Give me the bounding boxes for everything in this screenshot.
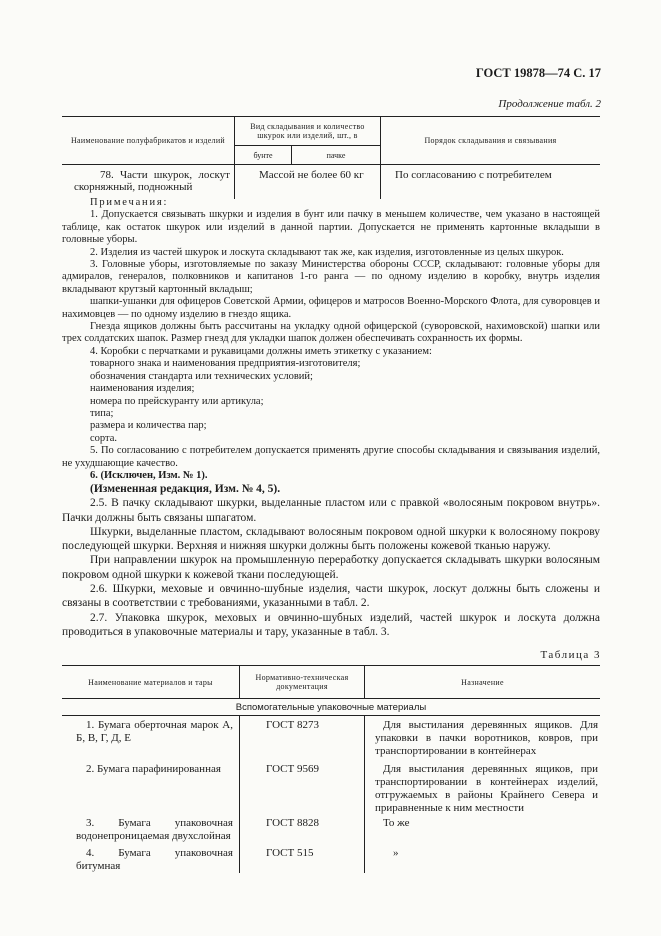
note-4c: наименования изделия;: [90, 383, 195, 395]
note-6: 6. (Исключен, Изм. № 1).: [90, 469, 208, 481]
note-3c: Гнезда ящиков должны быть рассчитаны на укладку одной офицерской (суворовской, нахимовской) шапки или трех солдатских шапок. Размер гнезд для укладки шапок должен обеспечивать сохранность их формы.: [62, 321, 600, 345]
t3-col-name-header: Наименование материалов и тары: [62, 666, 240, 699]
notes: [62, 197, 600, 482]
t3-row-purpose: Для выстилания деревянных ящиков, при транспортировании в контейнерах изделий, отгружаемых в районы Крайнего Севера и приравненные к ним местности: [365, 761, 601, 815]
table-3: [62, 665, 600, 873]
t3-section-title: Вспомогательные упаковочные материалы: [62, 699, 600, 716]
t2-col-order-header: Порядок складывания и связывания: [381, 117, 601, 165]
t3-col-doc-header: Нормативно-техническая документация: [240, 666, 365, 699]
note-2: 2. Изделия из частей шкурок и лоскута складывают так же, как изделия, изготовленные из целых шкурок.: [90, 246, 564, 258]
table-row: [62, 761, 600, 815]
table-row: [62, 716, 600, 762]
t2-col-bunt-header: бунте: [235, 146, 292, 165]
main-text: [62, 482, 600, 639]
para-2-5c: При направлении шкурок на промышленную переработку допускается складывать шкурки волосяным покровом одной шкурки к кожевой ткани последующей.: [62, 554, 600, 581]
table-row: [62, 845, 600, 873]
note-4d: номера по прейскуранту или артикула;: [90, 395, 264, 407]
t3-row-name: 4. Бумага упаковочная битумная: [62, 845, 240, 873]
para-2-7: 2.7. Упаковка шкурок, меховых и овчинно-шубных изделий, частей шкурок и лоскута должна проводиться в упаковочные материалы и тару, указанные в табл. 3.: [62, 611, 600, 638]
t3-row-name: 2. Бумага парафинированная: [62, 761, 240, 815]
t2-col-packing-header: Вид складывания и количество шкурок или изделий, шт., в: [235, 117, 381, 146]
note-4: 4. Коробки с перчатками и рукавицами должны иметь этикетку с указанием:: [90, 345, 432, 357]
amendment-note: (Измененная редакция, Изм. № 4, 5).: [90, 483, 281, 495]
para-2-5b: Шкурки, выделанные пластом, складывают волосяным покровом одной шкурки к волосяному покрову последующей шкурки. Верхняя и нижняя шкурки должны быть положены кожевой тканью наружу.: [62, 525, 600, 553]
t3-row-doc: ГОСТ 8828: [240, 815, 365, 845]
para-2-5: 2.5. В пачку складывают шкурки, выделанные пластом или с правкой «волосяным покровом внутрь». Пачки должны быть связаны шпагатом.: [62, 497, 600, 524]
note-4a: товарного знака и наименования предприятия-изготовителя;: [90, 358, 361, 370]
t3-row-purpose: То же: [365, 815, 601, 845]
table-3-caption: Таблица 3: [540, 649, 601, 661]
table-row: [62, 815, 600, 845]
t3-col-purpose-header: Назначение: [365, 666, 601, 699]
para-2-6: 2.6. Шкурки, меховые и овчинно-шубные изделия, части шкурок, лоскут должны быть сложены и связаны в соответствии с требованиями, указанными в табл. 2.: [62, 583, 600, 610]
note-1: 1. Допускается связывать шкурки и изделия в бунт или пачку в меньшем количестве, чем указано в настоящей таблице, как остаток шкурок или изделий в данной партии. Допускается не применять картонные вкладыши в головные уборы.: [62, 209, 600, 246]
t3-row-name: 3. Бумага упаковочная водонепроницаемая двухслойная: [62, 815, 240, 845]
table-row: [62, 165, 600, 200]
note-4b: обозначения стандарта или технических условий;: [90, 370, 313, 382]
t3-row-doc: ГОСТ 8273: [240, 716, 365, 762]
t3-row-doc: ГОСТ 9569: [240, 761, 365, 815]
note-4g: сорта.: [90, 432, 118, 444]
page-header: ГОСТ 19878—74 С. 17: [475, 66, 601, 80]
t3-row-doc: ГОСТ 515: [240, 845, 365, 873]
notes-heading: Примечания:: [90, 197, 169, 208]
t3-row-name: 1. Бумага оберточная марок А, Б, В, Г, Д, Е: [62, 716, 240, 762]
note-3: 3. Головные уборы, изготовляемые по заказу Министерства обороны СССР, складывают: головные уборы для адмиралов, генералов, полковников и капитанов 1-го ранга — по одному изделию в коробку, внутрь изделия вкладывают крутзый картонный вкладыш;: [62, 259, 600, 295]
t2-row-amount: Массой не более 60 кг: [235, 165, 381, 200]
note-3b: шапки-ушанки для офицеров Советской Армии, офицеров и матросов Военно-Морского Флота, для суворовцев и нахимовцев — по одному изделию в гнездо ящика.: [62, 296, 600, 320]
t2-row-order: По согласованию с потребителем: [381, 165, 601, 200]
note-5: 5. По согласованию с потребителем допускается применять другие способы складывания и связывания изделий, не ухудшающие качество.: [62, 445, 600, 469]
t2-col-name-header: Наименование полуфабрикатов и изделий: [62, 117, 235, 165]
t3-row-purpose: »: [365, 845, 601, 873]
t2-col-pack-header: пачке: [292, 146, 381, 165]
table-2: [62, 116, 600, 199]
table-continuation-caption: Продолжение табл. 2: [498, 98, 601, 110]
t3-row-purpose: Для выстилания деревянных ящиков. Для упаковки в пачки воротников, ковров, при транспортировании в контейнерах: [365, 716, 601, 762]
note-4e: типа;: [90, 407, 114, 419]
t2-row-name: 78. Части шкурок, лоскут скорняжный, подножный: [62, 165, 235, 200]
note-4f: размера и количества пар;: [90, 420, 207, 432]
